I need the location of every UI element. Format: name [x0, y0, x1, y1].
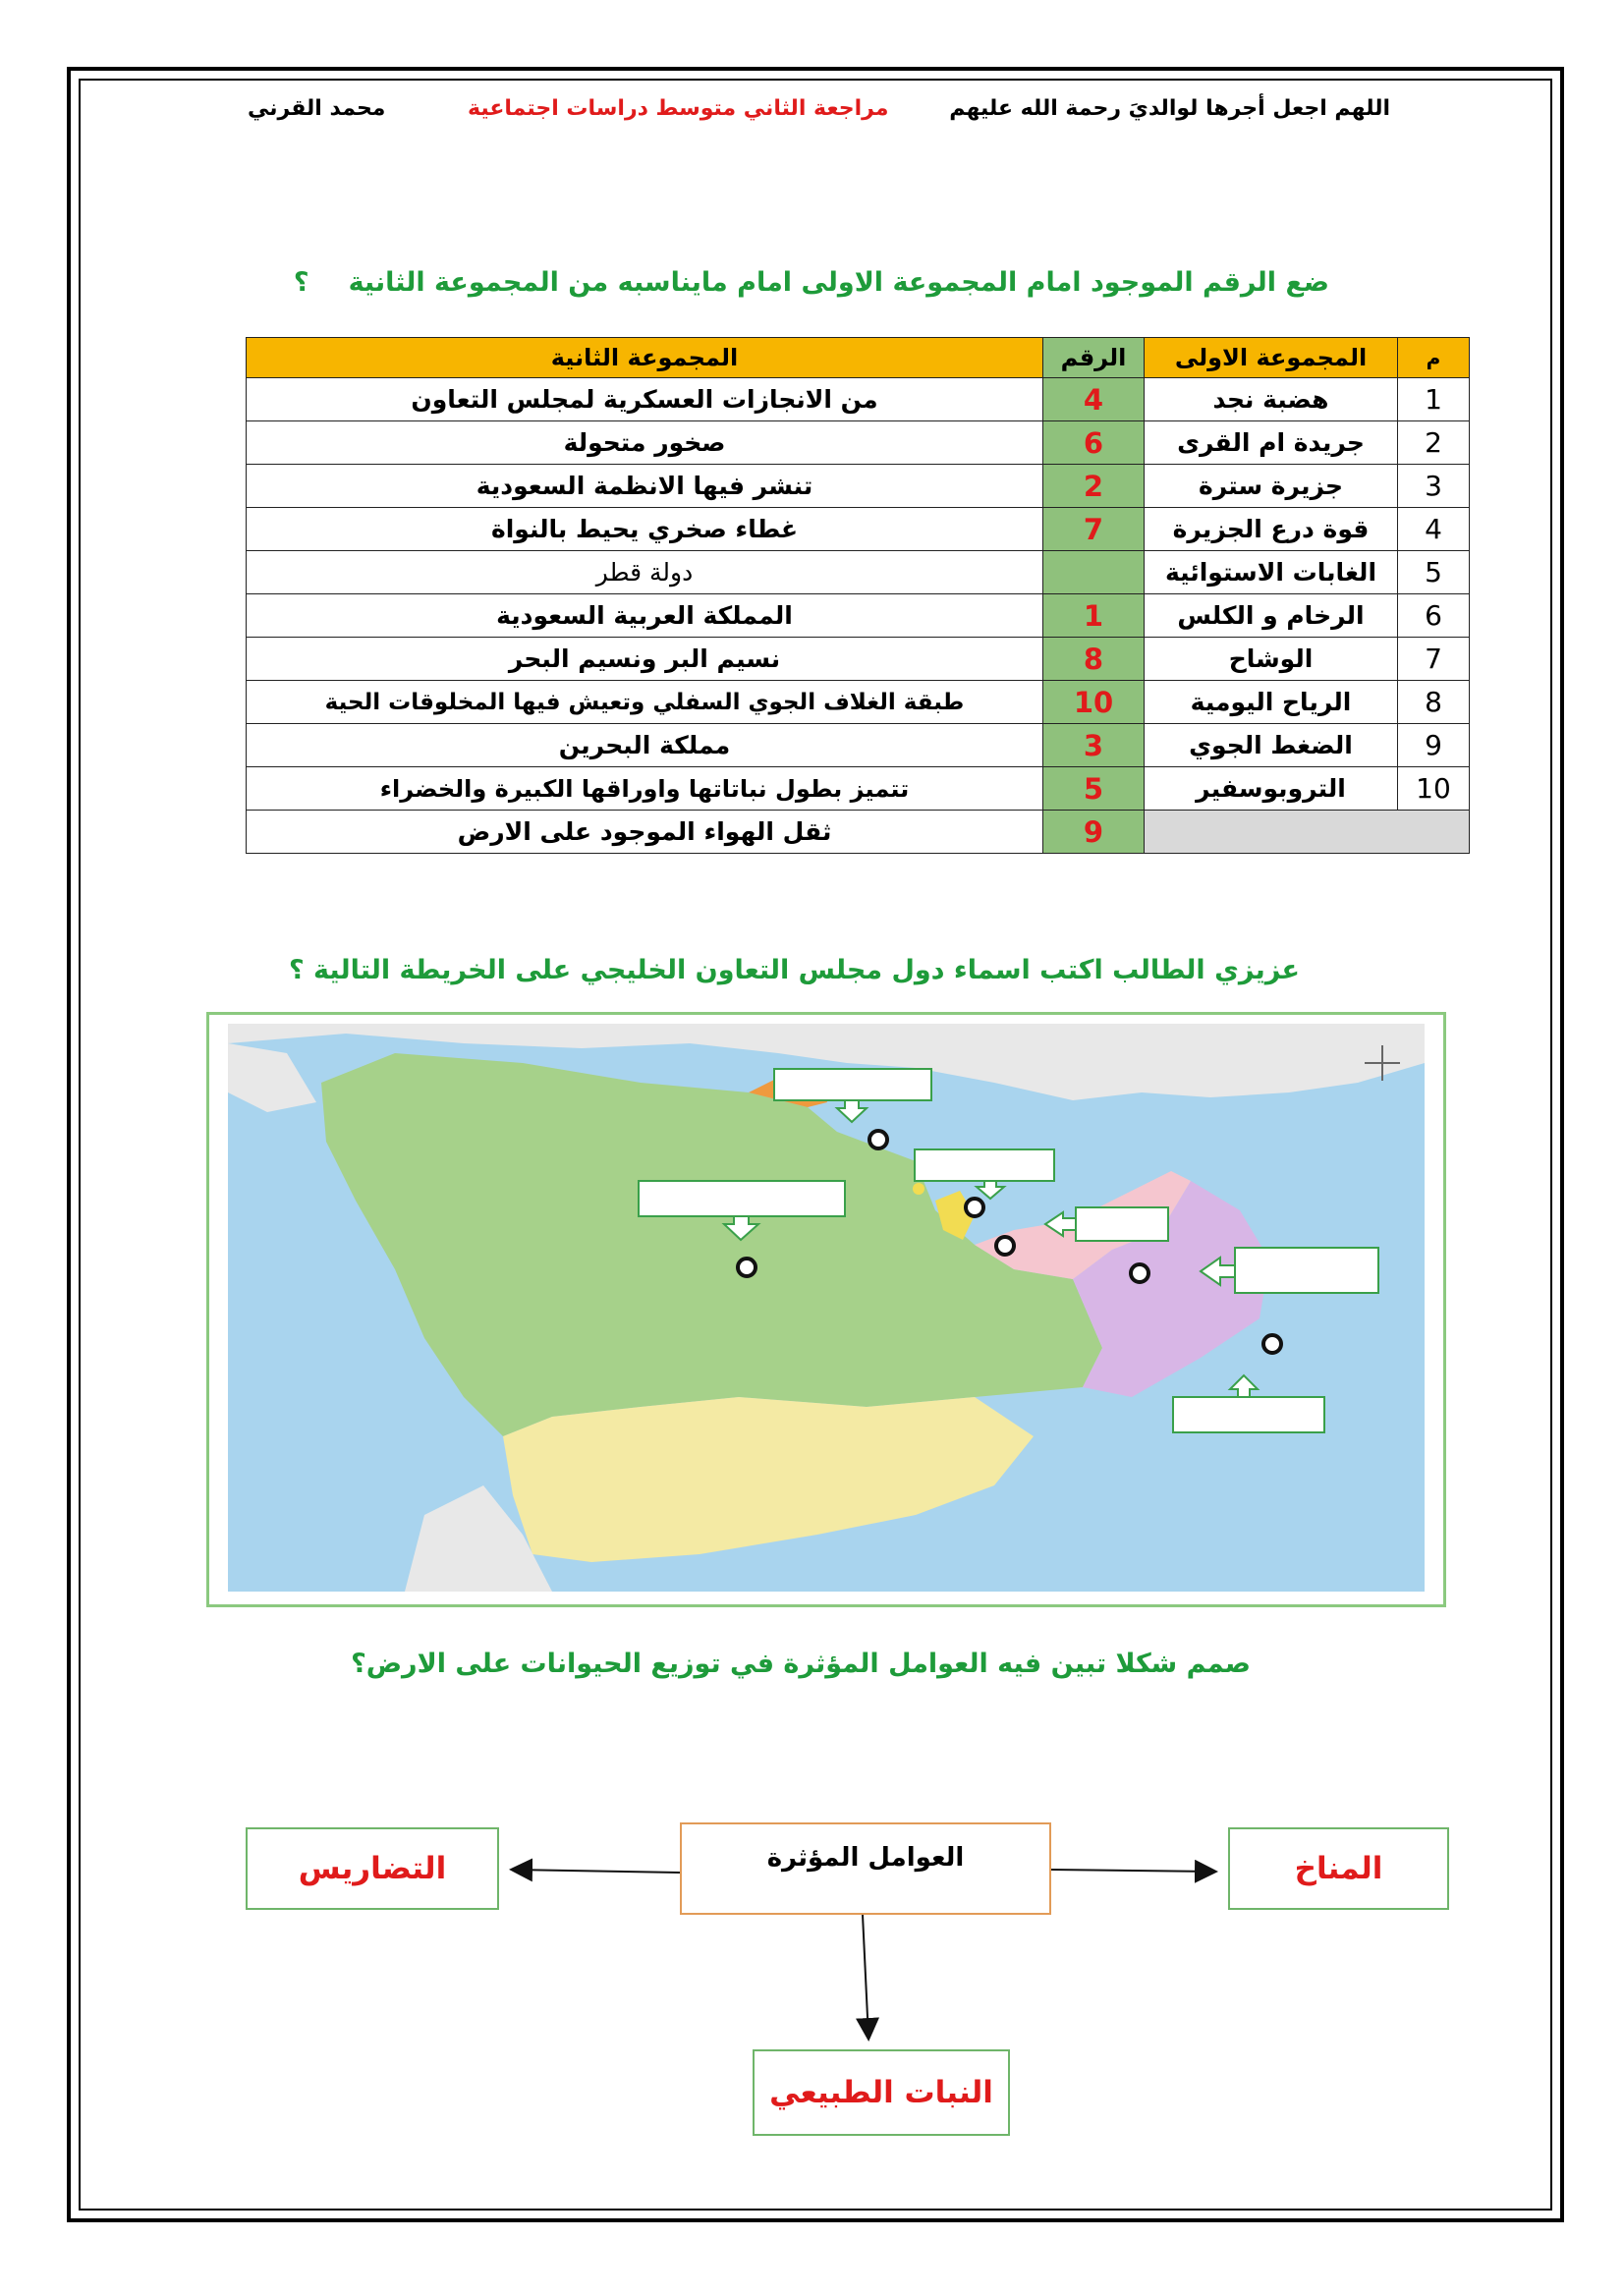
table-row [247, 811, 1470, 854]
label-box-uae[interactable] [1235, 1248, 1378, 1293]
row-group1: قوة درع الجزيرة [1145, 508, 1398, 551]
row-group1: جزيرة سترة [1145, 465, 1398, 508]
table-row [247, 421, 1470, 465]
table-row [247, 767, 1470, 811]
label-box-saudi[interactable] [639, 1181, 845, 1216]
label-box-kuwait[interactable] [774, 1069, 931, 1100]
row-index: 4 [1398, 508, 1470, 551]
diagram-climate-box: المناخ [1228, 1827, 1449, 1910]
row-group1: الرخام و الكلس [1145, 594, 1398, 638]
row-group2: غطاء صخري يحيط بالنواة [247, 508, 1043, 551]
table-row [247, 681, 1470, 724]
row-group1: الرياح اليومية [1145, 681, 1398, 724]
row-index: 10 [1398, 767, 1470, 811]
table-row [247, 724, 1470, 767]
marker-oman [1263, 1335, 1281, 1353]
row-group2: المملكة العربية السعودية [247, 594, 1043, 638]
row-group1: التروبوسفير [1145, 767, 1398, 811]
row-number[interactable]: 2 [1043, 465, 1145, 508]
table-row [247, 378, 1470, 421]
row-index: 9 [1398, 724, 1470, 767]
matching-table [246, 337, 1470, 854]
row-number[interactable] [1043, 551, 1145, 594]
row-number[interactable]: 1 [1043, 594, 1145, 638]
row-number[interactable]: 8 [1043, 638, 1145, 681]
row-index: 1 [1398, 378, 1470, 421]
table-row [247, 465, 1470, 508]
diagram-vegetation-box: النبات الطبيعي [753, 2049, 1010, 2136]
row-index: 8 [1398, 681, 1470, 724]
row-group2: تنشر فيها الانظمة السعودية [247, 465, 1043, 508]
header-index: م [1398, 338, 1470, 378]
row-empty-gray [1145, 811, 1470, 854]
row-group2: نسيم البر ونسيم البحر [247, 638, 1043, 681]
marker-bahrain [966, 1199, 983, 1216]
row-group1: الوشاح [1145, 638, 1398, 681]
label-box-qatar[interactable] [1076, 1207, 1168, 1241]
diagram-center-box: العوامل المؤثرة [680, 1822, 1051, 1915]
gcc-map [228, 1024, 1425, 1592]
label-box-oman[interactable] [1173, 1397, 1324, 1432]
row-number[interactable]: 3 [1043, 724, 1145, 767]
row-index: 5 [1398, 551, 1470, 594]
marker-saudi [738, 1259, 756, 1276]
marker-kuwait [869, 1131, 887, 1148]
table-row [247, 508, 1470, 551]
header-group1: المجموعة الاولى [1145, 338, 1398, 378]
row-number[interactable]: 7 [1043, 508, 1145, 551]
marker-qatar [996, 1237, 1014, 1255]
label-box-bahrain[interactable] [915, 1149, 1054, 1181]
row-group2: تتميز بطول نباتاتها واوراقها الكبيرة والخضراء [247, 767, 1043, 811]
question-1-text: ضع الرقم الموجود امام المجموعة الاولى امام ماينا‌سبه من المجموعة الثانية [348, 267, 1329, 298]
row-group2: دولة قطر [247, 551, 1043, 594]
row-number[interactable]: 5 [1043, 767, 1145, 811]
row-group2: مملكة البحرين [247, 724, 1043, 767]
table-row [247, 638, 1470, 681]
row-group1: الضغط الجوي [1145, 724, 1398, 767]
table-row [247, 551, 1470, 594]
row-index: 6 [1398, 594, 1470, 638]
row-group2: طبقة الغلاف الجوي السفلي وتعيش فيها المخلوقات الحية [247, 681, 1043, 724]
marker-uae [1131, 1264, 1148, 1282]
table-header-row [247, 338, 1470, 378]
row-group2: صخور متحولة [247, 421, 1043, 465]
header-dedication: اللهم اجعل أجرها لوالديَ رحمة الله عليهم [949, 96, 1390, 121]
row-index: 2 [1398, 421, 1470, 465]
row-number[interactable]: 9 [1043, 811, 1145, 854]
row-index: 7 [1398, 638, 1470, 681]
row-group1: الغابات الاستوائية [1145, 551, 1398, 594]
question-1 [294, 267, 1329, 298]
question-1-mark: ؟ [293, 267, 309, 298]
question-2: عزيزي الطالب اكتب اسماء دول مجلس التعاون الخليجي على الخريطة التالية ؟ [289, 955, 1300, 985]
header-number: الرقم [1043, 338, 1145, 378]
header-group2: المجموعة الثانية [247, 338, 1043, 378]
row-group2: ثقل الهواء الموجود على الارض [247, 811, 1043, 854]
header-title: مراجعة الثاني متوسط دراسات اجتماعية [468, 96, 889, 121]
row-group1: جريدة ام القرى [1145, 421, 1398, 465]
diagram-terrain-box: التضاريس [246, 1827, 499, 1910]
row-number[interactable]: 6 [1043, 421, 1145, 465]
row-group2: من الانجازات العسكرية لمجلس التعاون [247, 378, 1043, 421]
row-index: 3 [1398, 465, 1470, 508]
header-author: محمد القرني [248, 96, 386, 121]
bahrain-region [913, 1183, 924, 1195]
row-number[interactable]: 4 [1043, 378, 1145, 421]
row-group1: هضبة نجد [1145, 378, 1398, 421]
table-row [247, 594, 1470, 638]
question-3: صمم شكلا تبين فيه العوامل المؤثرة في توزيع الحيوانات على الارض؟ [351, 1649, 1251, 1679]
row-number[interactable]: 10 [1043, 681, 1145, 724]
